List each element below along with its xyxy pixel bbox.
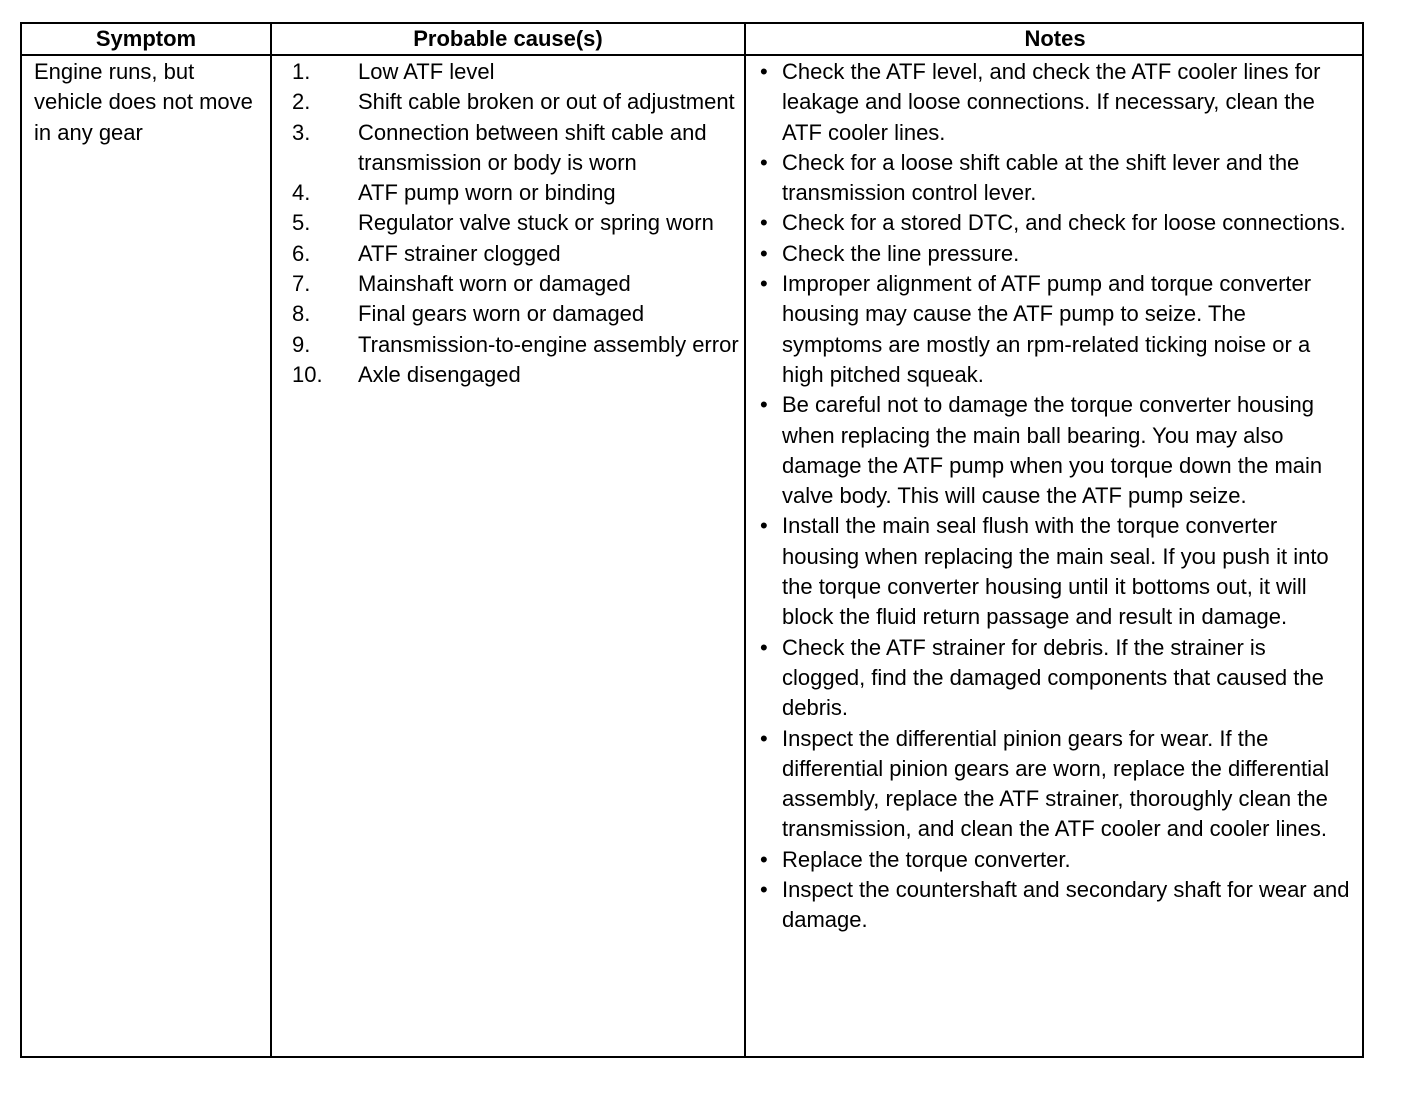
note-item	[746, 239, 1358, 269]
cause-number: 7.	[292, 271, 311, 297]
header-probable-causes: Probable cause(s)	[413, 26, 603, 51]
cause-text: Low ATF level	[358, 59, 495, 84]
bullet-icon: •	[760, 846, 768, 872]
bullet-icon: •	[760, 271, 768, 297]
cause-number: 2.	[292, 89, 311, 115]
note-item	[746, 724, 1358, 845]
symptom-cell: Engine runs, but vehicle does not move in any gear	[34, 59, 253, 145]
note-text: Check the ATF strainer for debris. If the strainer is clogged, find the damaged components that caused the debris.	[782, 634, 1324, 721]
bullet-icon: •	[760, 59, 768, 84]
cause-text: ATF pump worn or binding	[358, 180, 616, 206]
header-symptom: Symptom	[95, 26, 197, 51]
cause-item	[272, 299, 742, 329]
cause-item	[272, 269, 742, 299]
cause-number: 3.	[292, 119, 311, 145]
note-text: Check the line pressure.	[782, 240, 1020, 266]
cause-item	[272, 118, 742, 179]
cause-number: 6.	[292, 240, 311, 266]
note-item	[746, 390, 1358, 511]
bullet-icon: •	[760, 513, 768, 539]
note-text: Check for a stored DTC, and check for loose connections.	[782, 210, 1346, 236]
cause-item	[272, 208, 742, 238]
cause-item	[272, 360, 742, 390]
cause-text: Mainshaft worn or damaged	[358, 271, 631, 297]
cause-item	[272, 330, 742, 360]
cause-number: 1.	[292, 59, 311, 84]
cause-text: ATF strainer clogged	[358, 240, 561, 266]
cause-number: 8.	[292, 301, 311, 327]
note-item	[746, 511, 1358, 632]
troubleshooting-table	[20, 22, 1364, 1058]
cause-text: Connection between shift cable and transmission or body is worn	[358, 119, 707, 175]
causes-list	[272, 57, 742, 390]
cause-number: 4.	[292, 180, 311, 206]
bullet-icon: •	[760, 392, 768, 418]
bullet-icon: •	[760, 210, 768, 236]
cause-number: 10.	[292, 361, 323, 387]
note-text: Inspect the countershaft and secondary shaft for wear and damage.	[782, 877, 1350, 933]
bullet-icon: •	[760, 634, 768, 660]
note-text: Be careful not to damage the torque converter housing when replacing the main ball bearing. You may also damage the ATF pump when you torque down the main valve body. This will cause the ATF pump seize.	[782, 392, 1323, 509]
cause-item	[272, 87, 742, 117]
table-header-row	[22, 24, 1362, 56]
note-item	[746, 57, 1358, 148]
cause-item	[272, 239, 742, 269]
cause-text: Shift cable broken or out of adjustment	[358, 89, 735, 115]
note-text: Inspect the differential pinion gears for wear. If the differential pinion gears are worn, replace the differential assembly, replace the ATF strainer, thoroughly clean the transmission, and clean the ATF cooler and cooler lines.	[782, 725, 1330, 842]
note-text: Check for a loose shift cable at the shift lever and the transmission control lever.	[782, 149, 1300, 206]
note-item	[746, 269, 1358, 390]
note-item	[746, 208, 1358, 238]
note-item	[746, 148, 1358, 209]
cause-item	[272, 178, 742, 208]
bullet-icon: •	[760, 240, 768, 266]
bullet-icon: •	[760, 149, 768, 175]
note-text: Replace the torque converter.	[782, 846, 1071, 872]
cause-number: 5.	[292, 210, 311, 236]
bullet-icon: •	[760, 725, 768, 751]
bullet-icon: •	[760, 877, 768, 903]
note-item	[746, 845, 1358, 875]
note-item	[746, 875, 1358, 936]
cause-number: 9.	[292, 331, 311, 357]
cause-text: Axle disengaged	[358, 361, 521, 387]
cause-text: Regulator valve stuck or spring worn	[358, 210, 714, 236]
cause-item	[272, 57, 742, 87]
note-text: Install the main seal flush with the torque converter housing when replacing the main seal. If you push it into the torque converter housing until it bottoms out, it will block the fluid return passage and result in damage.	[782, 513, 1329, 630]
cause-text: Final gears worn or damaged	[358, 301, 645, 327]
notes-list	[746, 57, 1358, 936]
header-notes: Notes	[1024, 26, 1086, 51]
table-body	[22, 56, 1362, 1056]
note-text: Check the ATF level, and check the ATF cooler lines for leakage and loose connections. If necessary, clean the ATF cooler lines.	[782, 59, 1321, 145]
cause-text: Transmission-to-engine assembly error	[358, 331, 739, 357]
note-text: Improper alignment of ATF pump and torque converter housing may cause the ATF pump to seize. The symptoms are mostly an rpm-related ticking noise or a high pitched squeak.	[782, 271, 1312, 387]
note-item	[746, 633, 1358, 724]
